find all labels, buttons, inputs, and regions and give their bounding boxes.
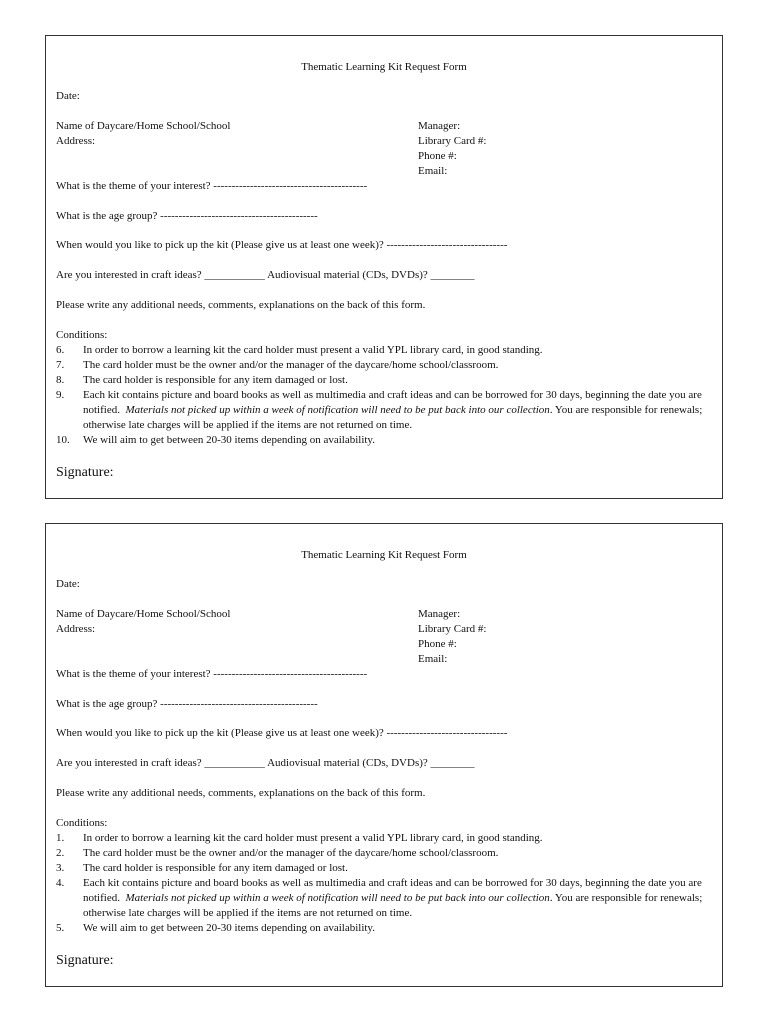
- theme-question: What is the theme of your interest? ------------------------------------------: [56, 180, 368, 192]
- condition-text-italic: Materials not picked up within a week of notification will need to be put back into our collection: [125, 892, 550, 904]
- condition-number: 4.: [56, 877, 65, 889]
- condition-number: 3.: [56, 862, 65, 874]
- condition-text-main: Each kit contains picture and board books as well as multimedia and craft ideas and can be borrowed for 30 days, beginning the date you are notified.: [83, 877, 702, 904]
- form-title: Thematic Learning Kit Request Form: [301, 549, 467, 561]
- date-label: Date:: [56, 90, 80, 102]
- request-form-1: [45, 35, 723, 499]
- condition-text: In order to borrow a learning kit the card holder must present a valid YPL library card, in good standing.: [83, 344, 543, 356]
- condition-text: We will aim to get between 20-30 items depending on availability.: [83, 922, 375, 934]
- condition-text: The card holder is responsible for any item damaged or lost.: [83, 374, 348, 386]
- condition-text-italic: Materials not picked up within a week of notification will need to be put back into our collection: [125, 404, 550, 416]
- address-label: Address:: [56, 135, 96, 147]
- address-label: Address:: [56, 623, 96, 635]
- age-question: What is the age group? -------------------------------------------: [56, 210, 318, 222]
- library-card-label: Library Card #:: [418, 623, 487, 635]
- craft-question: Are you interested in craft ideas? ___________ Audiovisual material (CDs, DVDs)? ________: [56, 269, 475, 281]
- condition-text: [83, 876, 719, 921]
- email-label: Email:: [418, 165, 448, 177]
- date-label: Date:: [56, 578, 80, 590]
- pickup-question: When would you like to pick up the kit (Please give us at least one week)? ---------------------------------: [56, 727, 508, 739]
- condition-number: 9.: [56, 389, 65, 401]
- condition-number: 8.: [56, 374, 65, 386]
- library-card-label: Library Card #:: [418, 135, 487, 147]
- phone-label: Phone #:: [418, 638, 457, 650]
- email-label: Email:: [418, 653, 448, 665]
- name-label: Name of Daycare/Home School/School: [56, 608, 231, 620]
- condition-text-main: Each kit contains picture and board books as well as multimedia and craft ideas and can be borrowed for 30 days, beginning the date you are notified.: [83, 389, 702, 416]
- request-form-2: [45, 523, 723, 987]
- signature-label: Signature:: [56, 953, 114, 968]
- condition-text-tail: . You are responsible for renewals; otherwise late charges will be applied if the items are not returned on time.: [83, 892, 703, 919]
- additional-note: Please write any additional needs, comments, explanations on the back of this form.: [56, 787, 426, 799]
- condition-text: The card holder is responsible for any item damaged or lost.: [83, 862, 348, 874]
- conditions-label: Conditions:: [56, 817, 108, 829]
- conditions-label: Conditions:: [56, 329, 108, 341]
- manager-label: Manager:: [418, 608, 461, 620]
- condition-number: 2.: [56, 847, 65, 859]
- additional-note: Please write any additional needs, comments, explanations on the back of this form.: [56, 299, 426, 311]
- craft-question: Are you interested in craft ideas? ___________ Audiovisual material (CDs, DVDs)? ________: [56, 757, 475, 769]
- theme-question: What is the theme of your interest? ------------------------------------------: [56, 668, 368, 680]
- age-question: What is the age group? -------------------------------------------: [56, 698, 318, 710]
- condition-number: 5.: [56, 922, 65, 934]
- form-title: Thematic Learning Kit Request Form: [301, 61, 467, 73]
- condition-text-tail: . You are responsible for renewals; otherwise late charges will be applied if the items are not returned on time.: [83, 404, 703, 431]
- pickup-question: When would you like to pick up the kit (Please give us at least one week)? ---------------------------------: [56, 239, 508, 251]
- signature-label: Signature:: [56, 465, 114, 480]
- phone-label: Phone #:: [418, 150, 457, 162]
- manager-label: Manager:: [418, 120, 461, 132]
- condition-number: 6.: [56, 344, 65, 356]
- condition-number: 10.: [56, 434, 70, 446]
- condition-number: 7.: [56, 359, 65, 371]
- condition-number: 1.: [56, 832, 65, 844]
- name-label: Name of Daycare/Home School/School: [56, 120, 231, 132]
- condition-text: [83, 388, 719, 433]
- condition-text: We will aim to get between 20-30 items depending on availability.: [83, 434, 375, 446]
- condition-text: The card holder must be the owner and/or the manager of the daycare/home school/classroom.: [83, 359, 499, 371]
- condition-text: The card holder must be the owner and/or the manager of the daycare/home school/classroom.: [83, 847, 499, 859]
- condition-text: In order to borrow a learning kit the card holder must present a valid YPL library card, in good standing.: [83, 832, 543, 844]
